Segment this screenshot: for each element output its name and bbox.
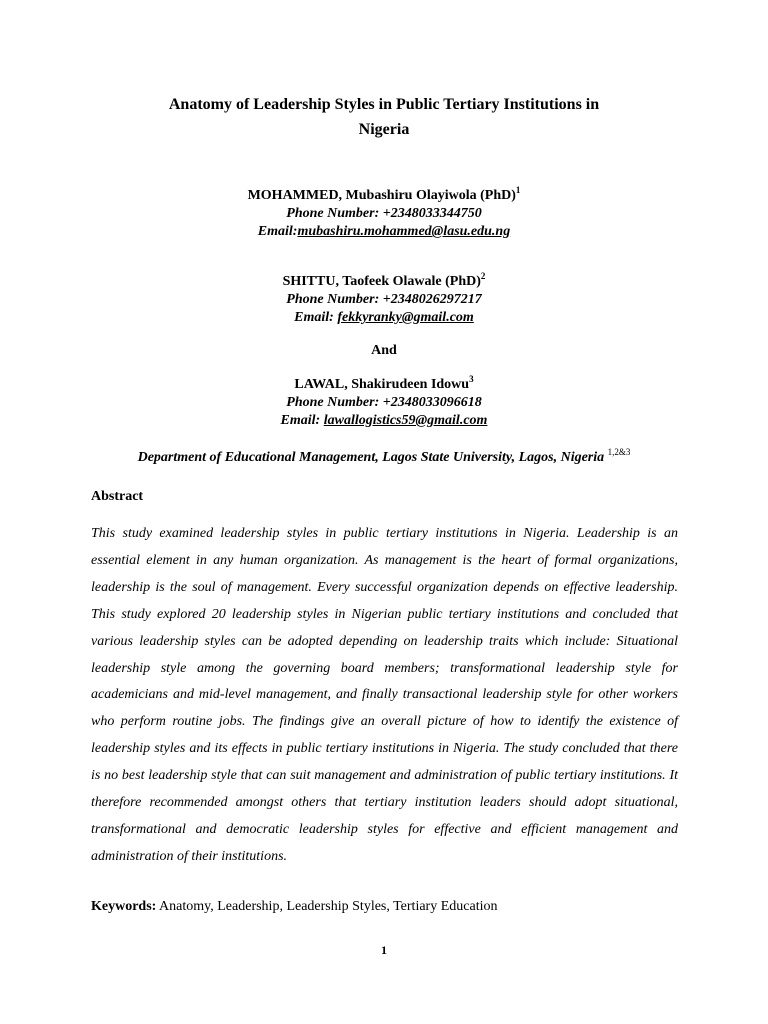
author-superscript: 1: [515, 185, 521, 195]
keywords-text: Anatomy, Leadership, Leadership Styles, Tertiary Education: [156, 899, 498, 914]
author-name: MOHAMMED, Mubashiru Olayiwola (PhD)$^1$: [247, 185, 521, 203]
author-phone: Phone Number: +2348033344750: [286, 206, 482, 221]
page-number: 1: [381, 943, 387, 957]
paper-title: Anatomy of Leadership Styles in Public Tertiary Institutions in Nigeria: [168, 96, 600, 138]
author-name: SHITTU, Taofeek Olawale (PhD)$^2$: [282, 271, 486, 289]
author-block-3: [0, 376, 768, 430]
abstract-body: This study examined leadership styles in public tertiary institutions in Nigeria. Leadership is an essential element in any human organization. As management is the heart of formal organizations, leadership is the soul of management. Every successful organization depends on effective leadership. This study explored 20 leadership styles in Nigerian public tertiary institutions and concluded that various leadership styles can be adopted depending on leadership traits which include: Situational leadership style among the governing board members; transformational leadership style for academicians and mid-level management, and finally transactional leadership style for other workers who perform routine jobs. The findings give an overall picture of how to identify the existence of leadership styles and its effects in public tertiary institutions in Nigeria. The study concluded that there is no best leadership style that can suit management and administration of public tertiary institutions. It therefore recommended amongst others that tertiary institution leaders should adopt situational, transformational and democratic leadership styles for effective and efficient management and administration of their institutions.: [91, 526, 678, 864]
author-phone: Phone Number: +2348033096618: [286, 395, 482, 410]
author-superscript: 2: [480, 271, 486, 281]
author-phone: Phone Number: +2348026297217: [286, 292, 482, 307]
email-link[interactable]: fekkyranky@gmail.com: [337, 310, 474, 325]
email-link[interactable]: lawallogistics59@gmail.com: [323, 413, 488, 428]
keywords: [91, 899, 497, 915]
affiliation: Department of Educational Management, Lagos State University, Lagos, Nigeria $^{1,2\&3}$: [137, 447, 631, 465]
abstract-heading: Abstract: [91, 489, 144, 504]
author-name: LAWAL, Shakirudeen Idowu$^3$: [294, 374, 474, 392]
author-block-2: [0, 273, 768, 327]
author-email: Email: lawallogistics59@gmail.com: [280, 413, 488, 428]
keywords-label: Keywords:: [91, 899, 157, 914]
author-email: Email: fekkyranky@gmail.com: [294, 310, 474, 325]
email-link[interactable]: mubashiru.mohammed@lasu.edu.ng: [297, 224, 511, 239]
author-block-1: [0, 187, 768, 241]
author-superscript: 3: [469, 374, 474, 384]
author-conjunction: And: [371, 343, 397, 358]
author-email: Email:mubashiru.mohammed@lasu.edu.ng: [257, 224, 511, 239]
affiliation-superscript: 1,2&3: [607, 447, 631, 457]
